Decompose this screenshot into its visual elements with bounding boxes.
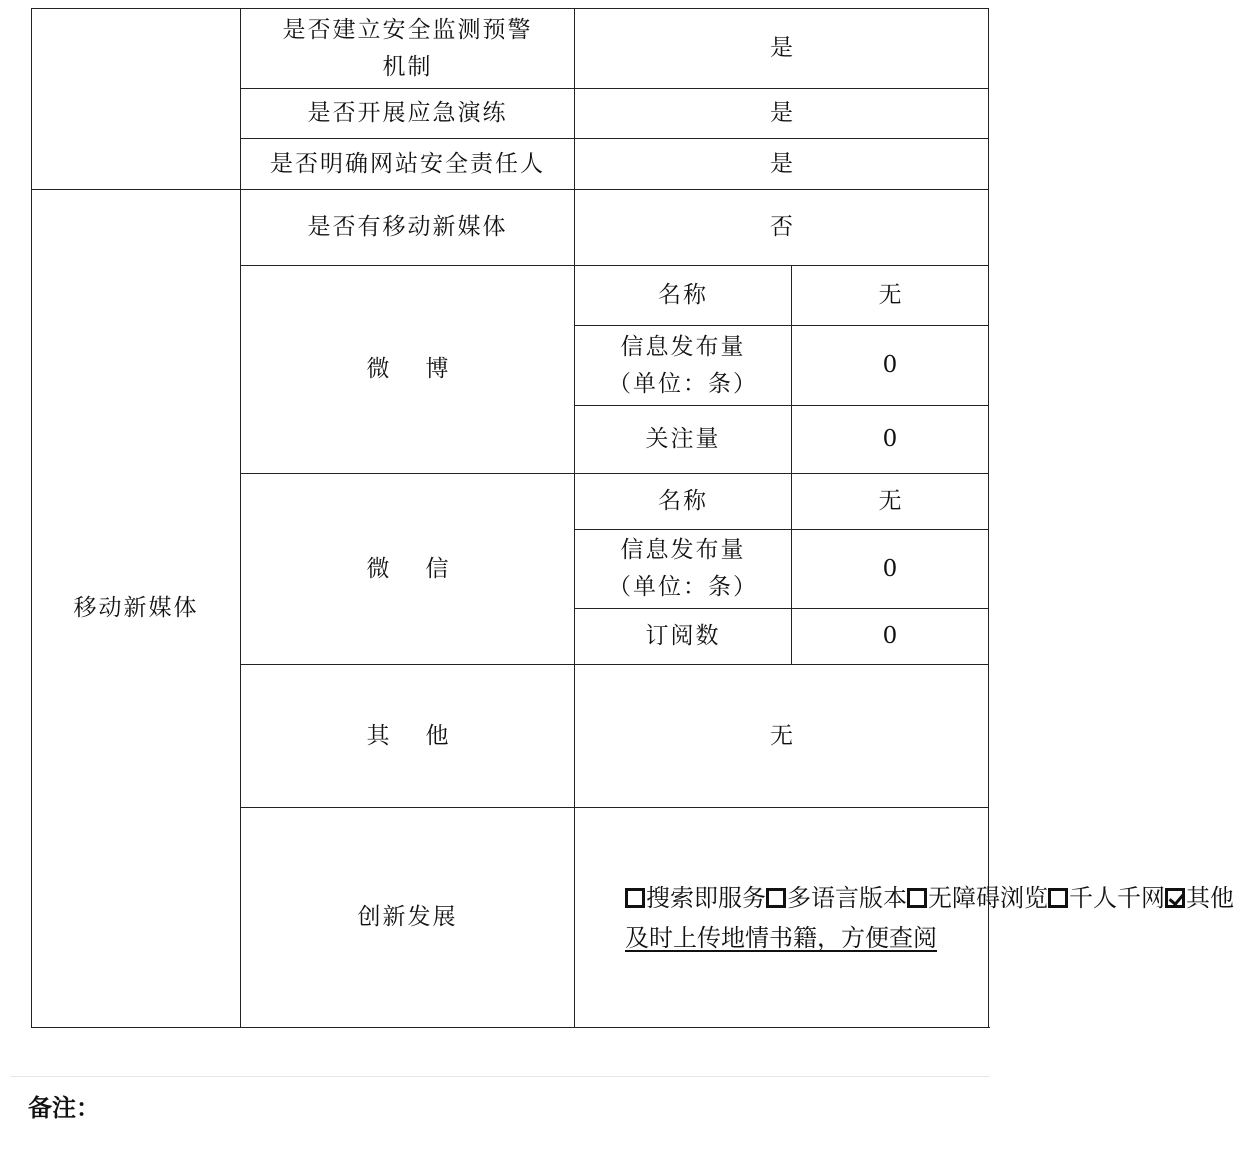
option-search-service[interactable] — [625, 884, 766, 912]
monitoring-warning-label-line2: 机制 — [382, 53, 433, 80]
option-label: 其他 — [1186, 883, 1234, 912]
monitoring-warning-label — [241, 9, 575, 89]
weibo-name-label: 名称 — [575, 266, 792, 326]
option-label: 千人千网 — [1069, 883, 1165, 912]
report-table — [31, 8, 1234, 1028]
wechat-subscribers-label: 订阅数 — [575, 609, 792, 665]
option-other[interactable] — [1165, 884, 1234, 912]
other-media-value: 无 — [575, 665, 989, 808]
wechat-posts-label-line1: 信息发布量 — [620, 537, 746, 563]
security-officer-value: 是 — [575, 139, 989, 190]
emergency-drill-label: 是否开展应急演练 — [241, 89, 575, 139]
weibo-posts-label-line1: 信息发布量 — [620, 333, 746, 360]
wechat-posts-value: 0 — [792, 530, 989, 609]
wechat-posts-label — [575, 530, 792, 609]
has-media-value: 否 — [575, 190, 989, 266]
other-media-label — [241, 665, 575, 808]
monitoring-warning-value: 是 — [575, 9, 989, 89]
wechat-name-value: 无 — [792, 474, 989, 530]
wechat-posts-label-line2: （单位：条） — [608, 574, 758, 600]
innovation-options-line — [625, 878, 1234, 918]
section-divider — [10, 1076, 990, 1077]
table-row — [32, 9, 989, 89]
other-detail-text: 及时上传地情书籍，方便查阅 — [625, 923, 937, 952]
note-label: 备注： — [28, 1094, 100, 1122]
option-label: 多语言版本 — [787, 883, 907, 912]
option-multilingual[interactable] — [766, 884, 907, 912]
option-personalized[interactable] — [1048, 884, 1165, 912]
wechat-label — [241, 474, 575, 665]
wechat-name-label: 名称 — [575, 474, 792, 530]
wechat-label-char1: 微 — [366, 555, 390, 582]
weibo-followers-value: 0 — [792, 406, 989, 474]
checkbox-icon[interactable] — [625, 888, 645, 908]
checkbox-icon[interactable] — [907, 888, 927, 908]
emergency-drill-value: 是 — [575, 89, 989, 139]
innovation-other-detail-line — [625, 918, 978, 958]
other-label-char2: 他 — [425, 722, 449, 749]
wechat-label-char2: 信 — [425, 555, 449, 582]
weibo-posts-label — [575, 326, 792, 406]
innovation-section-label: 创新发展 — [241, 808, 575, 1028]
weibo-posts-value: 0 — [792, 326, 989, 406]
table-row — [32, 190, 989, 266]
media-section-label: 移动新媒体 — [32, 190, 241, 1028]
wechat-subscribers-value: 0 — [792, 609, 989, 665]
checkbox-icon[interactable] — [1048, 888, 1068, 908]
monitoring-warning-label-line1: 是否建立安全监测预警 — [282, 16, 533, 43]
other-label-char1: 其 — [366, 722, 390, 749]
security-officer-label: 是否明确网站安全责任人 — [241, 139, 575, 190]
checkbox-checked-icon[interactable] — [1165, 888, 1185, 908]
checkbox-icon[interactable] — [766, 888, 786, 908]
innovation-options-cell — [575, 808, 1234, 1028]
weibo-posts-label-line2: （单位：条） — [608, 370, 758, 397]
weibo-followers-label: 关注量 — [575, 406, 792, 474]
has-media-label: 是否有移动新媒体 — [241, 190, 575, 266]
weibo-label — [241, 266, 575, 474]
option-label: 无障碍浏览 — [928, 883, 1048, 912]
weibo-label-char2: 博 — [425, 356, 449, 382]
weibo-name-value: 无 — [792, 266, 989, 326]
security-section-cell — [32, 9, 241, 190]
weibo-label-char1: 微 — [366, 356, 390, 382]
option-label: 搜索即服务 — [646, 883, 766, 912]
option-accessibility[interactable] — [907, 884, 1048, 912]
